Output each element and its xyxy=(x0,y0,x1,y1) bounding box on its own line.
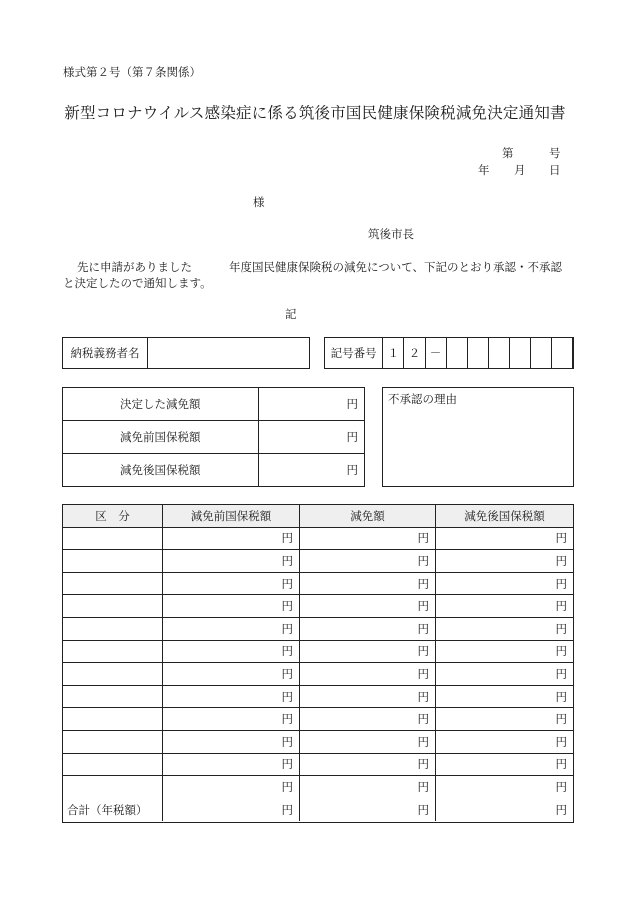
table-row xyxy=(63,595,573,618)
symbol-number-label: 記号番号 xyxy=(325,338,383,368)
table-row xyxy=(63,708,573,731)
amount-value[interactable]: 円 xyxy=(346,397,358,411)
table-cell[interactable]: 円 xyxy=(300,776,436,799)
breakdown-table xyxy=(62,504,574,823)
rejection-reason-box[interactable] xyxy=(382,387,574,487)
table-cell[interactable] xyxy=(63,618,163,640)
table-cell[interactable]: 円 xyxy=(555,576,567,591)
table-cell[interactable]: 円 xyxy=(163,573,300,595)
table-cell[interactable]: 円 xyxy=(300,754,436,776)
document-title: 新型コロナウイルス感染症に係る筑後市国民健康保険税減免決定通知書 xyxy=(64,104,566,122)
table-cell[interactable] xyxy=(63,663,163,685)
table-header-row xyxy=(63,505,573,528)
table-cell[interactable]: 円 xyxy=(300,595,436,617)
symbol-number-cell[interactable]: － xyxy=(426,338,447,368)
form-number: 様式第２号（第７条関係） xyxy=(63,65,201,79)
table-row xyxy=(63,550,573,573)
table-cell[interactable]: 円 xyxy=(300,708,436,730)
amount-row-after xyxy=(63,454,364,486)
table-cell[interactable]: 円 xyxy=(163,776,300,799)
table-cell[interactable]: 円 xyxy=(300,731,436,753)
table-cell[interactable] xyxy=(63,573,163,595)
amount-label: 減免前国保税額 xyxy=(63,421,259,453)
table-row xyxy=(63,686,573,709)
table-cell[interactable]: 円 xyxy=(555,644,567,659)
table-cell[interactable]: 円 xyxy=(555,599,567,614)
table-cell[interactable]: 円 xyxy=(300,686,436,708)
table-cell[interactable]: 円 xyxy=(163,618,300,640)
symbol-number-cell[interactable] xyxy=(447,338,468,368)
table-cell[interactable]: 円 xyxy=(555,803,567,818)
table-cell[interactable] xyxy=(63,776,163,799)
amount-value[interactable]: 円 xyxy=(346,463,358,477)
addressee-honorific: 様 xyxy=(253,195,265,209)
table-cell[interactable]: 円 xyxy=(555,621,567,636)
table-cell[interactable] xyxy=(63,754,163,776)
table-row xyxy=(63,641,573,664)
table-cell[interactable]: 円 xyxy=(300,618,436,640)
symbol-number-box xyxy=(324,337,574,369)
issue-number-dai: 第 xyxy=(502,146,514,160)
table-cell[interactable]: 円 xyxy=(300,573,436,595)
symbol-number-cell[interactable] xyxy=(552,338,573,368)
date-year: 年 xyxy=(478,163,490,177)
table-cell[interactable] xyxy=(63,731,163,753)
body-text-2: と決定したので通知します。 xyxy=(63,276,212,290)
table-cell[interactable]: 円 xyxy=(555,734,567,749)
table-total-row xyxy=(63,799,573,822)
table-row xyxy=(63,731,573,754)
table-header-cell: 減免後国保税額 xyxy=(464,508,545,523)
table-header-cell: 減免額 xyxy=(300,505,436,527)
amount-label: 決定した減免額 xyxy=(63,388,259,420)
table-row xyxy=(63,618,573,641)
table-row xyxy=(63,528,573,551)
table-cell[interactable]: 円 xyxy=(555,553,567,568)
table-cell[interactable]: 円 xyxy=(163,708,300,730)
symbol-number-cell[interactable] xyxy=(468,338,489,368)
table-cell[interactable]: 円 xyxy=(555,531,567,546)
taxpayer-name-field[interactable] xyxy=(148,338,309,368)
table-cell[interactable] xyxy=(63,528,163,550)
table-cell[interactable]: 円 xyxy=(163,528,300,550)
table-cell[interactable]: 円 xyxy=(555,689,567,704)
amount-label: 減免後国保税額 xyxy=(63,454,259,486)
table-cell[interactable]: 円 xyxy=(163,731,300,753)
table-cell[interactable]: 円 xyxy=(555,757,567,772)
table-cell[interactable] xyxy=(63,686,163,708)
symbol-number-cell[interactable] xyxy=(510,338,531,368)
symbol-number-cell[interactable] xyxy=(531,338,552,368)
date-day: 日 xyxy=(549,163,561,177)
body-text-1b: 年度国民健康保険税の減免について、下記のとおり承認・不承認 xyxy=(229,260,563,274)
symbol-number-cell[interactable] xyxy=(489,338,510,368)
taxpayer-name-label: 納税義務者名 xyxy=(63,338,148,368)
table-cell[interactable]: 円 xyxy=(300,528,436,550)
table-row xyxy=(63,754,573,777)
table-cell[interactable]: 円 xyxy=(163,641,300,663)
amount-row-decided xyxy=(63,388,364,421)
ki-heading: 記 xyxy=(285,307,297,321)
table-row xyxy=(63,663,573,686)
table-cell[interactable]: 円 xyxy=(300,663,436,685)
taxpayer-name-box xyxy=(62,337,310,369)
table-cell[interactable]: 円 xyxy=(300,641,436,663)
table-cell[interactable]: 円 xyxy=(163,550,300,572)
table-cell[interactable]: 円 xyxy=(555,666,567,681)
table-cell[interactable]: 円 xyxy=(555,780,567,795)
amount-value[interactable]: 円 xyxy=(346,430,358,444)
total-label: 合計（年税額） xyxy=(63,799,163,822)
table-header-cell: 区 分 xyxy=(63,505,163,527)
table-cell[interactable] xyxy=(63,550,163,572)
table-row xyxy=(63,776,573,799)
symbol-number-cell[interactable]: １ xyxy=(383,338,404,368)
amounts-summary-box xyxy=(62,387,365,487)
body-text-1a: 先に申請がありました xyxy=(77,260,192,274)
table-cell[interactable]: 円 xyxy=(163,799,300,822)
date-month: 月 xyxy=(514,163,526,177)
rejection-reason-label: 不承認の理由 xyxy=(388,392,457,406)
issuer-mayor: 筑後市長 xyxy=(368,227,414,241)
table-cell[interactable] xyxy=(63,641,163,663)
table-cell[interactable]: 円 xyxy=(163,663,300,685)
table-cell[interactable] xyxy=(63,595,163,617)
amount-row-before xyxy=(63,421,364,454)
issue-number-gou: 号 xyxy=(549,146,561,160)
table-cell[interactable] xyxy=(63,708,163,730)
table-cell[interactable]: 円 xyxy=(163,754,300,776)
table-row xyxy=(63,573,573,596)
table-cell[interactable]: 円 xyxy=(555,712,567,727)
table-header-cell: 減免前国保税額 xyxy=(163,505,300,527)
table-cell[interactable]: 円 xyxy=(300,799,436,822)
table-cell[interactable]: 円 xyxy=(163,686,300,708)
table-cell[interactable]: 円 xyxy=(300,550,436,572)
symbol-number-cell[interactable]: ２ xyxy=(404,338,425,368)
table-cell[interactable]: 円 xyxy=(163,595,300,617)
